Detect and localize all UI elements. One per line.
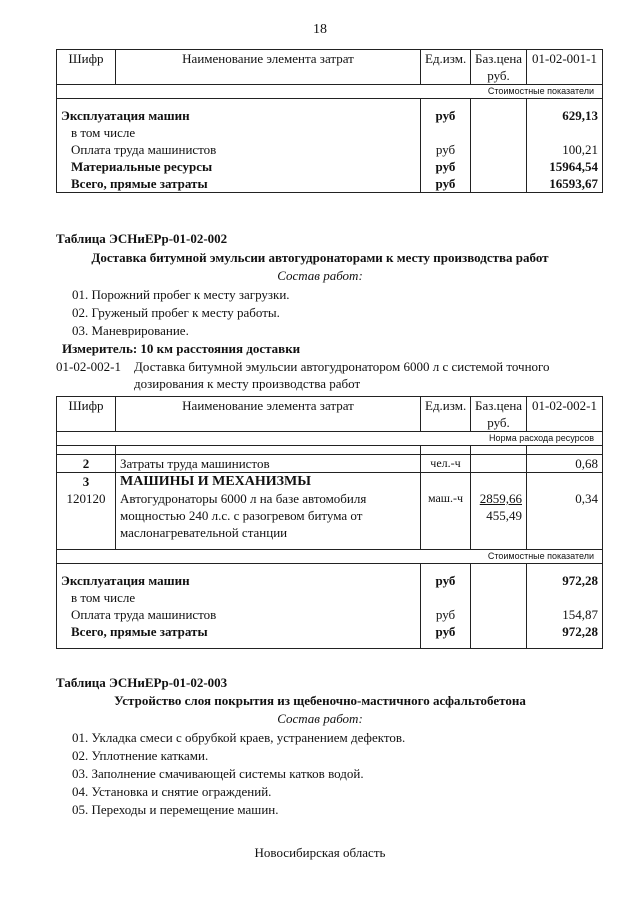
table-row: 2 Затраты труда машинистов чел.-ч 0,68	[57, 455, 603, 473]
header-code: Шифр	[57, 50, 116, 85]
list-item: 04. Установка и снятие ограждений.	[72, 784, 272, 799]
header-name: Наименование элемента затрат	[116, 397, 421, 432]
table-row: Оплата труда машинистов руб 100,21	[57, 141, 603, 158]
table-row: в том числе	[57, 589, 603, 606]
list-item: 03. Маневрирование.	[72, 323, 189, 338]
header-rate: 01-02-001-1	[527, 50, 603, 85]
header-price: Баз.цена руб.	[471, 397, 527, 432]
header-price: Баз.цена руб.	[471, 50, 527, 85]
header-unit: Ед.изм.	[421, 397, 471, 432]
table-row: в том числе	[57, 124, 603, 141]
subheader: Норма расхода ресурсов	[57, 432, 603, 446]
rate-code: 01-02-002-1	[56, 359, 121, 374]
subheader: Стоимостные показатели	[57, 85, 603, 99]
cost-table-1	[56, 49, 603, 193]
composition-label-002: Состав работ:	[277, 268, 363, 283]
header-unit: Ед.изм.	[421, 50, 471, 85]
subheader: Стоимостные показатели	[57, 550, 603, 564]
table-header	[57, 50, 603, 85]
list-item: 02. Уплотнение катками.	[72, 748, 209, 763]
table-row: Эксплуатация машин руб 972,28	[57, 572, 603, 589]
list-item: 03. Заполнение смачивающей системы катков водой.	[72, 766, 364, 781]
table-row: 120120 Автогудронаторы 6000 л на базе автомобиля мощностью 240 л.с. с разогревом битума от маслонагревательной станции маш.-ч 2859,66 455,49 0,34	[57, 490, 603, 541]
page-number: 18	[313, 22, 327, 37]
list-item: 02. Груженый пробег к месту работы.	[72, 305, 280, 320]
footer-region: Новосибирская область	[254, 845, 386, 860]
table-row: Всего, прямые затраты руб 16593,67	[57, 175, 603, 193]
rate-description-line1: Доставка битумной эмульсии автогудронатором 6000 л с системой точного	[134, 359, 550, 374]
table-id-003: Таблица ЭСНиЕРр-01-02-003	[56, 675, 228, 690]
header-rate: 01-02-002-1	[527, 397, 603, 432]
section-heading-002: Доставка битумной эмульсии автогудронаторами к месту производства работ	[91, 250, 549, 265]
header-code: Шифр	[57, 397, 116, 432]
table-header	[57, 397, 603, 432]
section-heading-003: Устройство слоя покрытия из щебеночно-мастичного асфальтобетона	[114, 693, 526, 708]
measure-unit: Измеритель: 10 км расстояния доставки	[62, 341, 301, 356]
table-row: 3 МАШИНЫ И МЕХАНИЗМЫ	[57, 473, 603, 491]
list-item: 05. Переходы и перемещение машин.	[72, 802, 279, 817]
list-item: 01. Укладка смеси с обрубкой краев, устранением дефектов.	[72, 730, 406, 745]
table-row: Эксплуатация машин руб 629,13	[57, 107, 603, 124]
table-row: Материальные ресурсы руб 15964,54	[57, 158, 603, 175]
list-item: 01. Порожний пробег к месту загрузки.	[72, 287, 290, 302]
table-id-002: Таблица ЭСНиЕРр-01-02-002	[56, 231, 228, 246]
rate-description-line2: дозирования к месту производства работ	[134, 376, 361, 391]
table-row: Оплата труда машинистов руб 154,87	[57, 606, 603, 623]
cost-table-2	[56, 396, 603, 649]
header-name: Наименование элемента затрат	[116, 50, 421, 85]
composition-label-003: Состав работ:	[277, 711, 363, 726]
table-row: Всего, прямые затраты руб 972,28	[57, 623, 603, 640]
